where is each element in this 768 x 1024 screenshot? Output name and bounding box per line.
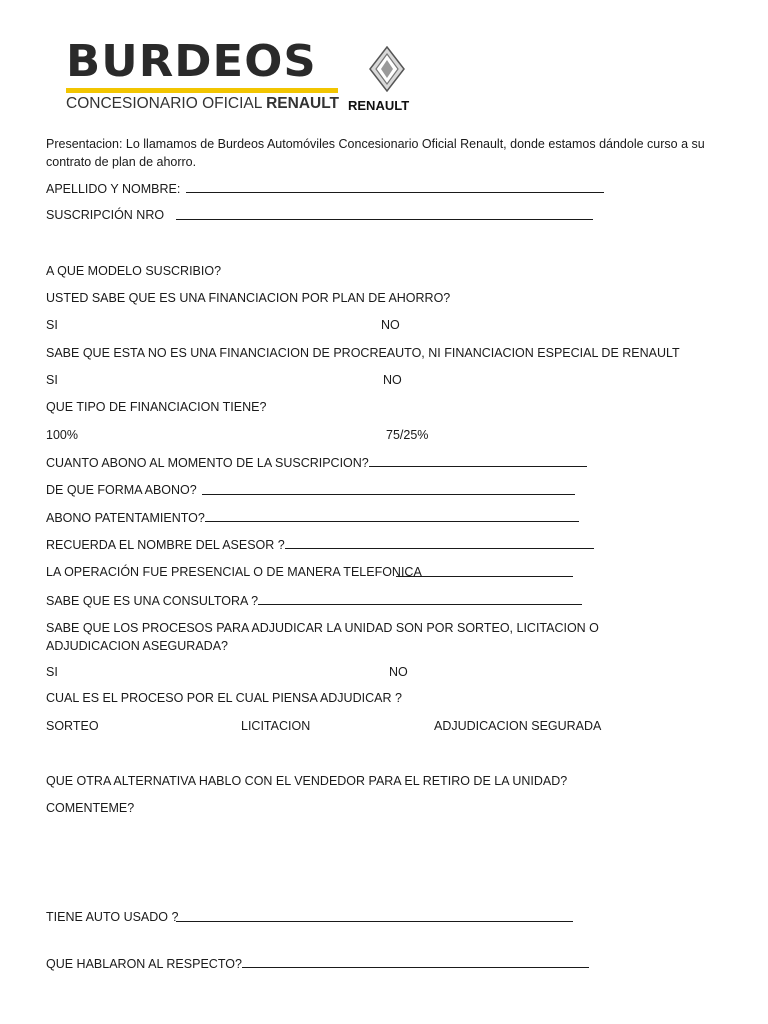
comenteme-label: COMENTEME? — [46, 801, 135, 815]
option-si-1[interactable]: SI — [46, 318, 58, 332]
brand-subtitle — [66, 95, 339, 112]
procreauto-question: SABE QUE ESTA NO ES UNA FINANCIACION DE PROCREAUTO, NI FINANCIACION ESPECIAL DE RENAULT — [46, 346, 680, 360]
abono-row — [46, 455, 587, 470]
option-sorteo[interactable]: SORTEO — [46, 719, 99, 733]
auto-usado-blank[interactable] — [176, 910, 573, 922]
patentamiento-label: ABONO PATENTAMIENTO? — [46, 511, 205, 525]
suscripcion-label: SUSCRIPCIÓN NRO — [46, 208, 165, 222]
brand-subtitle-renault: RENAULT — [266, 95, 340, 112]
hablaron-blank[interactable] — [242, 956, 589, 968]
asesor-blank[interactable] — [285, 537, 594, 549]
modelo-question: A QUE MODELO SUSCRIBIO? — [46, 264, 222, 278]
apellido-label: APELLIDO Y NOMBRE: — [46, 182, 181, 196]
forma-blank[interactable] — [202, 483, 575, 495]
hablaron-label: QUE HABLARON AL RESPECTO? — [46, 957, 242, 971]
auto-usado-row — [46, 910, 178, 924]
apellido-blank[interactable] — [186, 181, 604, 193]
operacion-label: LA OPERACIÓN FUE PRESENCIAL O DE MANERA TELEFONICA — [46, 565, 422, 579]
option-75-25[interactable]: 75/25% — [386, 428, 429, 442]
consultora-blank[interactable] — [258, 593, 582, 605]
option-si-2[interactable]: SI — [46, 373, 58, 387]
option-si-3[interactable]: SI — [46, 665, 58, 679]
auto-usado-label: TIENE AUTO USADO ? — [46, 910, 179, 924]
option-licitacion[interactable]: LICITACION — [241, 719, 311, 733]
patentamiento-blank[interactable] — [205, 510, 579, 522]
alternativa-question: QUE OTRA ALTERNATIVA HABLO CON EL VENDEDOR PARA EL RETIRO DE LA UNIDAD? — [46, 774, 568, 788]
operacion-row — [46, 565, 422, 579]
option-no-2[interactable]: NO — [383, 373, 402, 387]
renault-wordmark: RENAULT — [348, 98, 410, 113]
tipo-question: QUE TIPO DE FINANCIACION TIENE? — [46, 400, 267, 414]
forma-label: DE QUE FORMA ABONO? — [46, 483, 197, 497]
patentamiento-row — [46, 510, 579, 525]
option-adjudicacion[interactable]: ADJUDICACION SEGURADA — [434, 719, 602, 733]
operacion-blank[interactable] — [396, 565, 573, 577]
brand-underline — [66, 88, 338, 93]
consultora-row — [46, 593, 582, 608]
abono-label: CUANTO ABONO AL MOMENTO DE LA SUSCRIPCION? — [46, 456, 369, 470]
procesos-question: SABE QUE LOS PROCESOS PARA ADJUDICAR LA UNIDAD SON POR SORTEO, LICITACION O ADJUDICACION ASEGURADA? — [46, 621, 599, 653]
apellido-row — [46, 181, 604, 196]
abono-blank[interactable] — [369, 455, 587, 467]
suscripcion-row — [46, 208, 164, 222]
option-100[interactable]: 100% — [46, 428, 78, 442]
proceso-cual-question: CUAL ES EL PROCESO POR EL CUAL PIENSA ADJUDICAR ? — [46, 691, 402, 705]
consultora-label: SABE QUE ES UNA CONSULTORA ? — [46, 594, 259, 608]
forma-row — [46, 483, 197, 497]
asesor-row — [46, 537, 594, 552]
option-no-3[interactable]: NO — [389, 665, 408, 679]
sabe-plan-question: USTED SABE QUE ES UNA FINANCIACION POR PLAN DE AHORRO? — [46, 291, 451, 305]
intro-paragraph: Presentacion: Lo llamamos de Burdeos Automóviles Concesionario Oficial Renault, donde estamos dándole curso a su contrato de plan de ahorro. — [46, 137, 705, 169]
hablaron-row — [46, 956, 589, 971]
option-no-1[interactable]: NO — [381, 318, 400, 332]
brand-logo-text: BURDEOS — [66, 36, 317, 87]
suscripcion-blank[interactable] — [176, 208, 593, 220]
brand-subtitle-prefix: CONCESIONARIO OFICIAL — [66, 95, 262, 112]
renault-diamond-icon — [366, 46, 408, 92]
asesor-label: RECUERDA EL NOMBRE DEL ASESOR ? — [46, 538, 285, 552]
